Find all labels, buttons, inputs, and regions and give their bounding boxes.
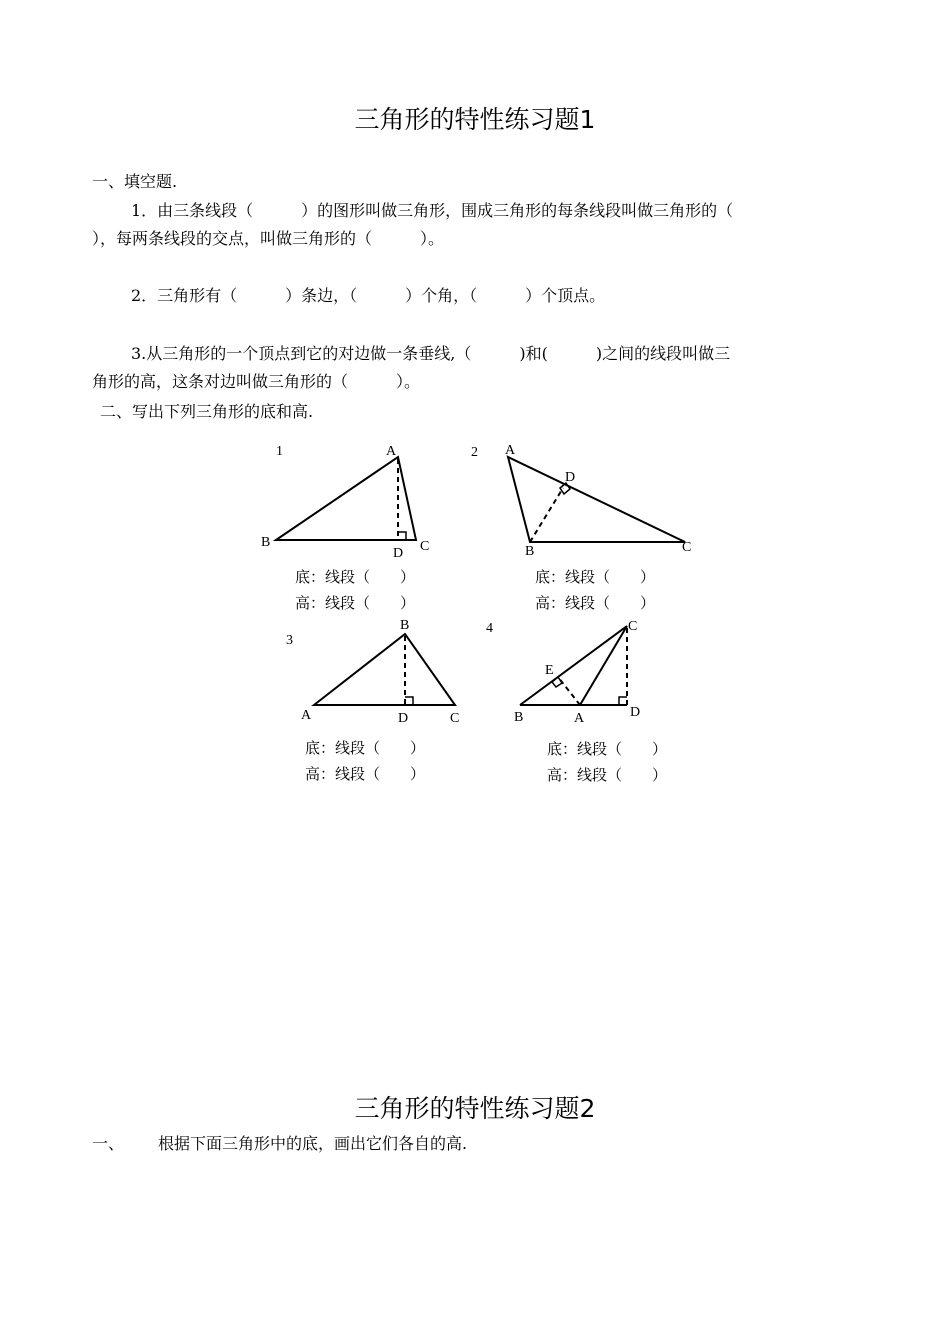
triangle-figure-1 (258, 435, 458, 565)
height-answer: 高：线段（ ） (535, 594, 656, 612)
vertex-label: C (420, 539, 430, 554)
vertex-label: A (505, 443, 516, 458)
figure-number: 4 (486, 621, 493, 636)
height-answer: 高：线段（ ） (547, 766, 668, 784)
base-answer: 底：线段（ ） (295, 568, 416, 586)
vertex-label: E (545, 663, 554, 678)
vertex-label: C (682, 540, 692, 555)
vertex-label: D (630, 705, 641, 720)
vertex-label: A (574, 711, 585, 726)
vertex-label: B (514, 710, 524, 725)
section-number: 一、 (92, 1134, 125, 1153)
vertex-label: C (628, 619, 638, 634)
vertex-label: A (301, 708, 312, 723)
vertex-label: D (565, 470, 576, 485)
question-1-line-2: ），每两条线段的交点，叫做三角形的（ ）。 (92, 229, 445, 248)
vertex-label: A (386, 444, 397, 459)
base-answer: 底：线段（ ） (547, 740, 668, 758)
triangle-figure-4 (480, 612, 680, 727)
vertex-label: D (398, 711, 409, 726)
page-title: 三角形的特性练习题2 (354, 1094, 596, 1123)
vertex-label: B (400, 618, 410, 633)
triangle-figure-2 (465, 435, 705, 565)
vertex-label: B (261, 535, 271, 550)
figure-number: 3 (286, 633, 293, 648)
question-3-line-1: 3.从三角形的一个顶点到它的对边做一条垂线,（ )和( )之间的线段叫做三 (131, 344, 731, 363)
vertex-label: B (525, 544, 535, 559)
triangle-figure-3 (280, 612, 480, 727)
base-answer: 底：线段（ ） (535, 568, 656, 586)
question-3-line-2: 角形的高，这条对边叫做三角形的（ ）。 (92, 372, 421, 391)
question-1-line-1: 1．由三条线段（ ）的图形叫做三角形，围成三角形的每条线段叫做三角形的（ (131, 201, 734, 220)
vertex-label: C (450, 711, 460, 726)
height-answer: 高：线段（ ） (295, 594, 416, 612)
figure-number: 1 (276, 444, 283, 459)
section-heading: 二、写出下列三角形的底和高. (100, 402, 314, 421)
section-heading: 根据下面三角形中的底，画出它们各自的高. (158, 1134, 468, 1153)
vertex-label: D (393, 546, 404, 561)
page-title: 三角形的特性练习题1 (354, 105, 596, 134)
section-heading: 一、填空题. (92, 172, 178, 191)
figure-number: 2 (471, 445, 478, 460)
height-answer: 高：线段（ ） (305, 765, 426, 783)
question-2: 2．三角形有（ ）条边，（ ）个角，（ ）个顶点。 (131, 286, 606, 305)
base-answer: 底：线段（ ） (305, 739, 426, 757)
